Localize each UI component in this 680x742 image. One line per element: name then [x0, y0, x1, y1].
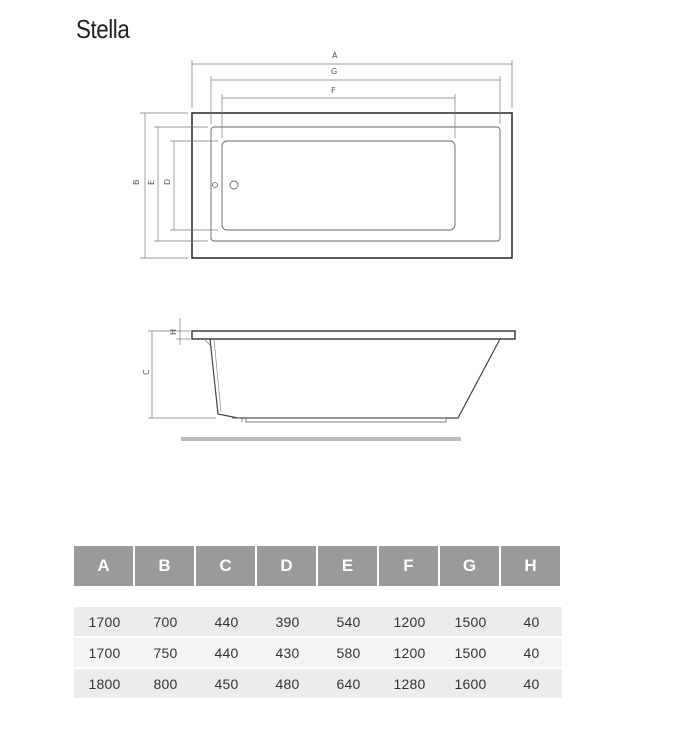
- header-c: C: [196, 546, 255, 586]
- table-cell: 1800: [88, 675, 121, 692]
- header-h: H: [501, 546, 560, 586]
- table-cell: 640: [336, 675, 361, 692]
- tub-outer-rim: [192, 113, 512, 258]
- dim-label-e: E: [147, 179, 156, 185]
- table-header-row: [74, 546, 562, 586]
- tub-inner-rim: [211, 127, 500, 241]
- table-cell: 430: [275, 644, 300, 661]
- table-cell: 540: [336, 613, 361, 630]
- dimensions-table: [74, 546, 562, 700]
- table-cell: 440: [214, 613, 239, 630]
- table-cell: 390: [275, 613, 300, 630]
- table-cell: 1500: [454, 613, 487, 630]
- header-b: B: [135, 546, 194, 586]
- dim-label-a: A: [332, 51, 338, 60]
- top-view: [140, 60, 512, 258]
- header-e: E: [318, 546, 377, 586]
- dim-label-b: B: [132, 179, 141, 185]
- table-cell: 1700: [88, 644, 121, 661]
- drain-circle: [230, 181, 238, 189]
- dim-label-g: G: [331, 67, 338, 76]
- page-title: Stella: [76, 14, 130, 44]
- table-cell: 580: [336, 644, 361, 661]
- header-f: F: [379, 546, 438, 586]
- header-g: G: [440, 546, 499, 586]
- table-cell: 1200: [393, 644, 426, 661]
- table-row: [74, 607, 562, 636]
- side-view: [148, 318, 515, 422]
- tub-rim-slab: [192, 331, 515, 339]
- table-cell: 1700: [88, 613, 121, 630]
- table-cell: 800: [153, 675, 178, 692]
- header-a: A: [74, 546, 133, 586]
- table-cell: 1500: [454, 644, 487, 661]
- table-cell: 40: [523, 644, 540, 661]
- tub-basin: [222, 141, 455, 230]
- table-cell: 440: [214, 644, 239, 661]
- table-cell: 1600: [454, 675, 487, 692]
- table-cell: 1280: [393, 675, 426, 692]
- table-cell: 750: [153, 644, 178, 661]
- table-row: [74, 669, 562, 698]
- dim-label-c: C: [142, 369, 151, 375]
- table-cell: 450: [214, 675, 239, 692]
- table-cell: 40: [523, 675, 540, 692]
- table-cell: 700: [153, 613, 178, 630]
- table-cell: 480: [275, 675, 300, 692]
- floor-line: [181, 437, 461, 441]
- table-cell: 40: [523, 613, 540, 630]
- dim-label-d: D: [163, 178, 172, 185]
- dim-label-h: H: [169, 328, 178, 335]
- header-d: D: [257, 546, 316, 586]
- tub-side-body: [210, 339, 500, 418]
- table-cell: 1200: [393, 613, 426, 630]
- table-row: [74, 638, 562, 667]
- dim-label-f: F: [331, 86, 336, 95]
